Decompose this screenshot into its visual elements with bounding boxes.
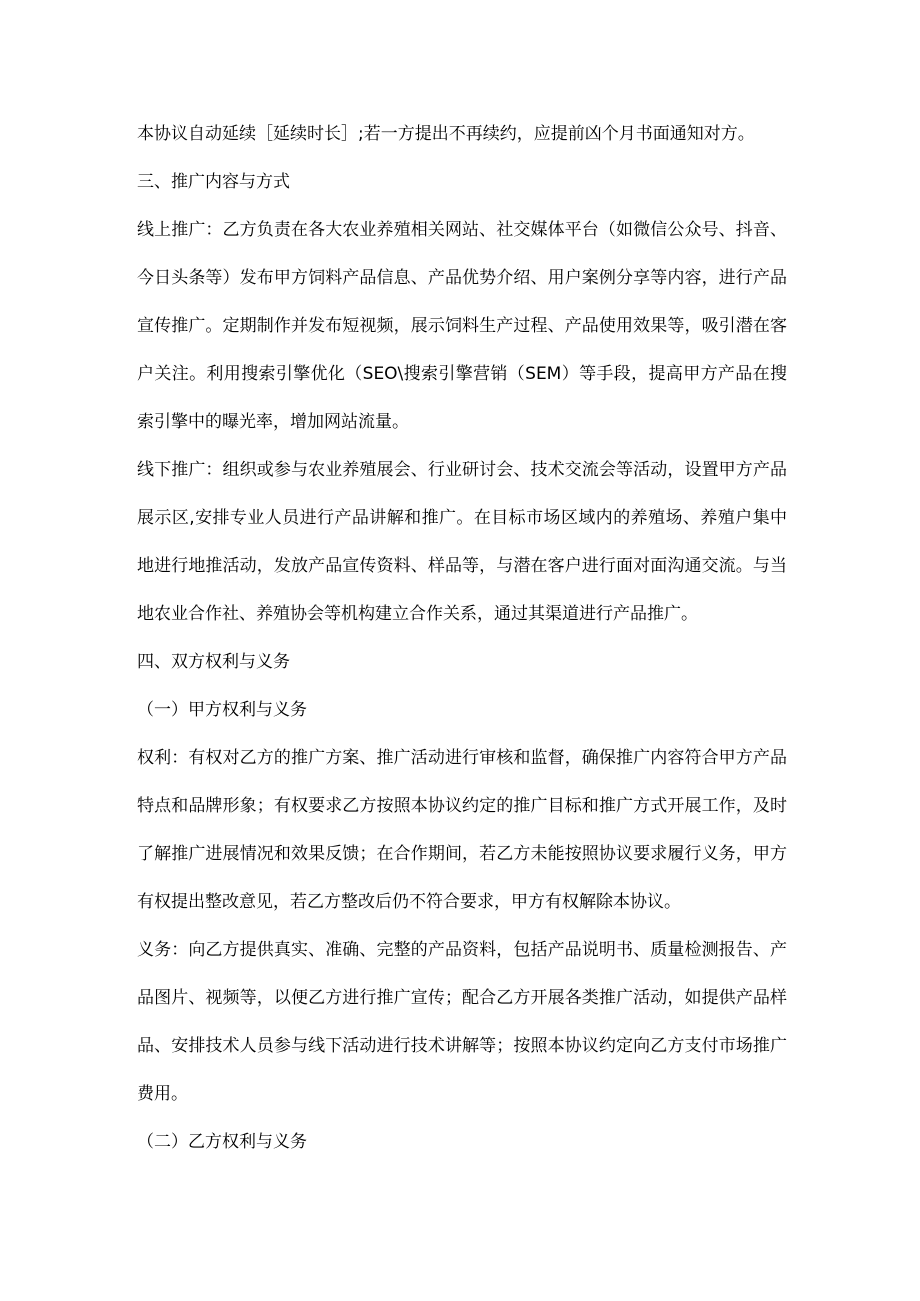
section-heading-promotion: 三、推广内容与方式: [137, 172, 290, 192]
subsection-heading-party-a: （一）甲方权利与义务: [137, 700, 307, 720]
offline-promotion-paragraph: 线下推广：组织或参与农业养殖展会、行业研讨会、技术交流会等活动，设置甲方产品展示区,安排专业人员进行产品讲解和推广。在目标市场区域内的养殖场、养殖户集中地进行地推活动，发放产品宣传资料、样品等，与潜在客户进行面对面沟通交流。与当地农业合作社、养殖协会等机构建立合作关系，通过其渠道进行产品推广。: [137, 460, 787, 624]
document-body: [137, 110, 787, 1166]
renewal-paragraph: 本协议自动延续［延续时长］;若一方提出不再续约，应提前凶个月书面通知对方。: [137, 124, 755, 144]
party-a-rights-paragraph: 权利：有权对乙方的推广方案、推广活动进行审核和监督，确保推广内容符合甲方产品特点和品牌形象；有权要求乙方按照本协议约定的推广目标和推广方式开展工作，及时了解推广进展情况和效果反馈；在合作期间，若乙方未能按照协议要求履行义务，甲方有权提出整改意见，若乙方整改后仍不符合要求，甲方有权解除本协议。: [137, 748, 787, 912]
section-heading-rights: 四、双方权利与义务: [137, 652, 290, 672]
online-promotion-paragraph: 线上推广：乙方负责在各大农业养殖相关网站、社交媒体平台（如微信公众号、抖音、今日头条等）发布甲方饲料产品信息、产品优势介绍、用户案例分享等内容，进行产品宣传推广。定期制作并发布短视频，展示饲料生产过程、产品使用效果等，吸引潜在客户关注。利用搜索引擎优化（SEO\搜索引擎营销（SEM）等手段，提高甲方产品在搜索引擎中的曝光率，增加网站流量。: [137, 220, 787, 432]
subsection-heading-party-b: （二）乙方权利与义务: [137, 1132, 307, 1152]
party-a-duties-paragraph: 义务：向乙方提供真实、准确、完整的产品资料，包括产品说明书、质量检测报告、产品图片、视频等，以便乙方进行推广宣传；配合乙方开展各类推广活动，如提供产品样品、安排技术人员参与线下活动进行技术讲解等；按照本协议约定向乙方支付市场推广费用。: [137, 940, 787, 1104]
